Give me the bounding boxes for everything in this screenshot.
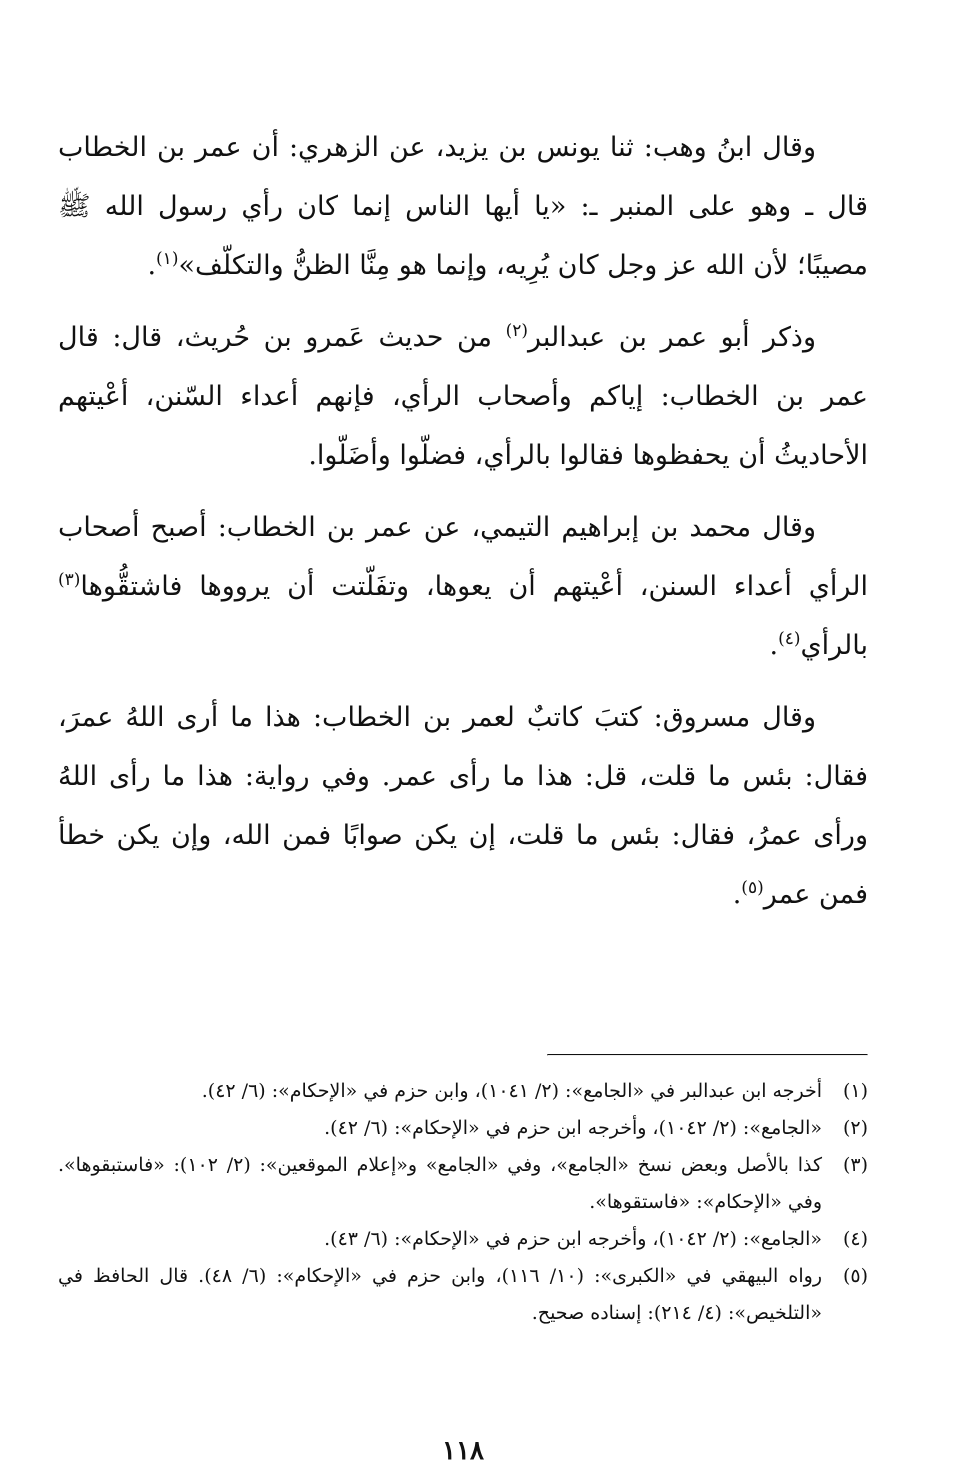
- footnote-number: (٢): [842, 1117, 868, 1139]
- paragraph-masruq: [58, 688, 868, 924]
- footnote-number: (٥): [842, 1265, 868, 1287]
- footnote-text: أخرجه ابن عبدالبر في «الجامع»: (٢/ ١٠٤١)، وابن حزم في «الإحكام»: (٦/ ٤٢).: [201, 1080, 822, 1102]
- paragraph-al-taymi: [58, 498, 868, 675]
- paragraph-text: وقال محمد بن إبراهيم التيمي، عن عمر بن الخطاب: أصبح أصحاب الرأي أعداء السنن، أعْيتهم أن يعوها، وتفَلّتت أن يرووها فاشتقُّوها: [58, 512, 868, 602]
- paragraph-end: من حديث عَمرو بن حُريث، قال: قال عمر بن الخطاب: إياكم وأصحاب الرأي، فإنهم أعداء السّنن، أعْيتهم الأحاديثُ أن يحفظوها فقالوا بالرأي، فضلّوا وأضَلّوا.: [58, 322, 868, 471]
- footnote-4: [58, 1221, 868, 1258]
- paragraph-text: وذكر أبو عمر بن عبدالبر: [528, 322, 816, 353]
- paragraph-end: .: [732, 879, 742, 910]
- footnote-number: (١): [842, 1080, 868, 1102]
- paragraph-text: وقال مسروق: كتبَ كاتبٌ لعمر بن الخطاب: هذا ما أرى اللهُ عمرَ، فقال: بئس ما قلت، قل: هذا ما رأى عمر. وفي رواية: هذا ما رأى اللهُ ورأى عمرُ، فقال: بئس ما قلت، إن يكن صوابًا فمن الله، وإن يكن خطأ فمن عمر: [58, 702, 868, 910]
- footnote-text: رواه البيهقي في «الكبرى»: (١٠/ ١١٦)، وابن حزم في «الإحكام»: (٦/ ٤٨). قال الحافظ في «التلخيص»: (٤/ ٢١٤): إسناده صحيح.: [58, 1265, 823, 1324]
- footnote-ref-3: (٣): [58, 570, 81, 590]
- footnotes-list: [58, 1073, 868, 1332]
- footnote-number: (٤): [842, 1228, 868, 1250]
- footnote-divider: [547, 1054, 868, 1056]
- footnote-5: [58, 1258, 868, 1332]
- paragraph-end: .: [147, 250, 157, 281]
- footnote-text: «الجامع»: (٢/ ١٠٤٢)، وأخرجه ابن حزم في «الإحكام»: (٦/ ٤٢).: [324, 1117, 822, 1139]
- footnote-ref-5: (٥): [741, 878, 764, 898]
- footnote-ref-1: (١): [156, 249, 179, 269]
- paragraph-ibn-abdulbarr: [58, 308, 868, 485]
- footnote-ref-2: (٢): [505, 321, 529, 341]
- paragraph-end: بالرأي: [800, 630, 868, 661]
- paragraph-end-2: .: [769, 630, 779, 661]
- footnote-text: «الجامع»: (٢/ ١٠٤٢)، وأخرجه ابن حزم في «الإحكام»: (٦/ ٤٣).: [324, 1228, 822, 1250]
- book-page: [58, 118, 868, 1466]
- footnote-ref-4: (٤): [778, 629, 801, 649]
- footnote-1: [58, 1073, 868, 1110]
- paragraph-ibn-wahb: [58, 118, 868, 295]
- footnote-number: (٣): [842, 1154, 868, 1176]
- page-number: ١١٨: [442, 1436, 484, 1466]
- footnote-3: [58, 1147, 868, 1221]
- footnote-2: [58, 1110, 868, 1147]
- paragraph-text: وقال ابنُ وهب: ثنا يونس بن يزيد، عن الزهري: أن عمر بن الخطاب قال ـ وهو على المنبر ـ: «يا أيها الناس إنما كان رأي رسول الله ﷺ مصيبًا؛ لأن الله عز وجل كان يُرِيه، وإنما هو مِنَّا الظنُّ والتكلّف»: [58, 132, 868, 281]
- footnote-text: كذا بالأصل وبعض نسخ «الجامع»، وفي «الجامع» و«إعلام الموقعين»: (٢/ ١٠٢): «فاستبقوها». وفي «الإحكام»: «فاستقوها».: [58, 1154, 822, 1213]
